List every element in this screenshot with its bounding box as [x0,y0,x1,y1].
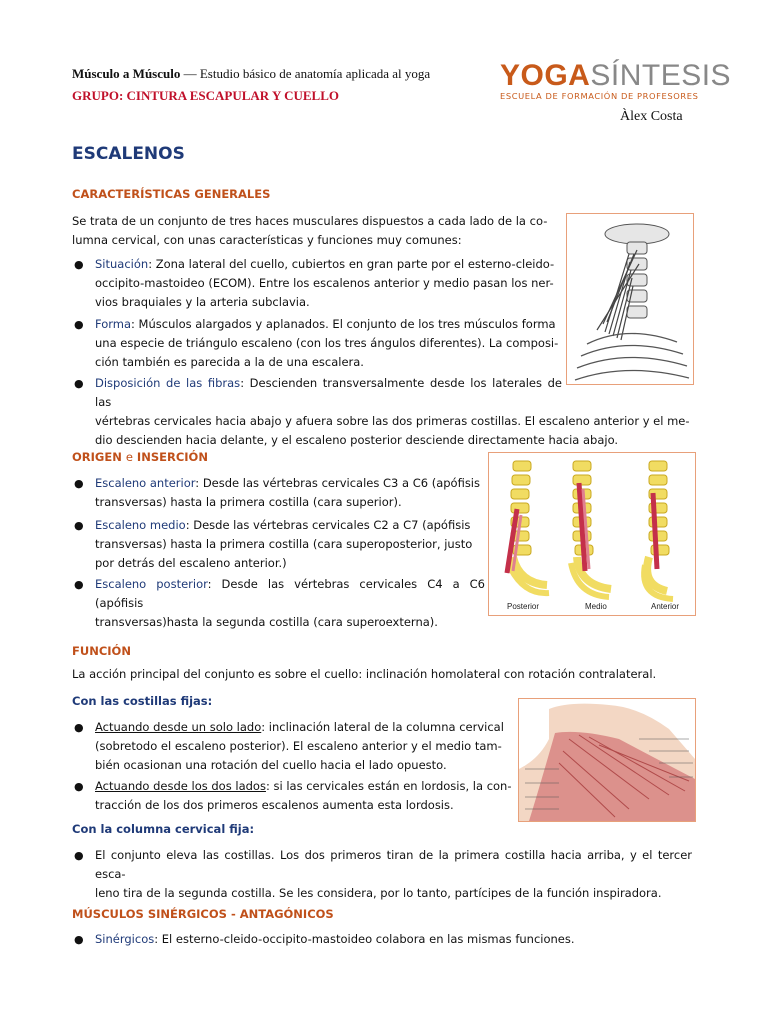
item-text-line: El conjunto eleva las costillas. Los dos primeros tiran de la primera costilla hacia arriba, y el tercer esca- [95,848,692,881]
list-item-forma [74,315,562,372]
item-text-line: transversas) hasta la primera costilla (cara superior). [95,495,402,509]
item-text-line: dio descienden hacia delante, y el escaleno posterior desciende directamente hacia abajo. [95,433,619,447]
item-text-line: (sobretodo el escaleno posterior). El escaleno anterior y el medio tam- [95,739,502,753]
list-item-dos-lados [74,777,515,815]
list-item-eleva-costillas [74,846,692,903]
item-label: Actuando desde un solo lado [95,720,262,734]
figure-label-posterior: Posterior [507,602,540,611]
list-item-situacion [74,255,562,312]
list-item-disposicion [74,374,692,450]
spine-views-drawing [489,453,695,615]
funcion-intro: La acción principal del conjunto es sobre el cuello: inclinación homolateral con rotación contralateral. [72,667,657,681]
neck-muscles-illustration [518,698,696,822]
neck-muscles-drawing [519,699,695,821]
list-item-solo-lado [74,718,515,775]
bullet-dot-icon: ● [74,578,84,591]
section-heading-sinergicos: MÚSCULOS SINÉRGICOS - ANTAGÓNICOS [72,907,334,921]
caracteristicas-intro [72,212,562,250]
item-text-line: : si las cervicales están en lordosis, la con- [265,779,512,793]
bullet-dot-icon: ● [74,318,84,331]
subheading-costillas-fijas: Con las costillas fijas: [72,694,213,708]
bullet-dot-icon: ● [74,933,84,946]
item-label: Disposición de las fibras [95,376,241,390]
item-text-line: por detrás del escaleno anterior.) [95,556,287,570]
bullet-dot-icon: ● [74,849,84,862]
book-subtitle: — Estudio básico de anatomía aplicada al yoga [183,66,431,81]
list-item-sinergicos [74,930,692,949]
item-text-line: transversas)hasta la segunda costilla (cara superoexterna). [95,615,438,629]
item-label: Sinérgicos [95,932,155,946]
figure-label-anterior: Anterior [651,602,680,611]
item-text-line: occipito-mastoideo (ECOM). Entre los escalenos anterior y medio pasan los ner- [95,276,554,290]
document-header [72,66,430,104]
subheading-columna-fija: Con la columna cervical fija: [72,822,255,836]
spine-medio-drawing [571,461,611,597]
item-text-line: bién ocasionan una rotación del cuello hacia el lado opuesto. [95,758,447,772]
heading-part: INSERCIÓN [132,450,208,464]
page-title: ESCALENOS [72,144,185,164]
item-text-line: : Zona lateral del cuello, cubiertos en gran parte por el esterno-cleido- [148,257,555,271]
book-title: Músculo a Músculo [72,66,181,81]
item-text-line: : Descienden transversalmente desde los laterales de las [95,376,562,409]
yoga-sintesis-logo [500,59,732,101]
item-label: Escaleno medio [95,518,186,532]
item-label: Forma [95,317,132,331]
intro-line-1: Se trata de un conjunto de tres haces musculares dispuestos a cada lado de la co- [72,214,548,228]
item-text-line: : Músculos alargados y aplanados. El conjunto de los tres músculos forma [131,317,556,331]
section-heading-caracteristicas: CARACTERÍSTICAS GENERALES [72,187,271,201]
item-text-line: transversas) hasta la primera costilla (cara superoposterior, justo [95,537,473,551]
author-name: Àlex Costa [620,109,683,124]
intro-line-2: lumna cervical, con unas características y funciones muy comunes: [72,233,462,247]
scalene-spine-illustrations [488,452,696,616]
logo-sintesis-text: SÍNTESIS [590,59,732,92]
figure-label-medio: Medio [585,602,607,611]
item-text-line: vértebras cervicales hacia abajo y afuera sobre las dos primeras costillas. El escaleno anterior y el me- [95,414,690,428]
bullet-dot-icon: ● [74,721,84,734]
list-item-escaleno-anterior [74,474,485,512]
item-text-line: vios braquiales y la arteria subclavia. [95,295,310,309]
book-title-line [72,66,430,82]
scalene-neck-illustration [566,213,694,385]
group-label: GRUPO: CINTURA ESCAPULAR Y CUELLO [72,88,340,103]
item-label: Escaleno anterior [95,476,196,490]
neck-anatomy-drawing [567,214,693,384]
bullet-dot-icon: ● [74,519,84,532]
spine-anterior-drawing [644,461,673,599]
section-heading-funcion: FUNCIÓN [72,644,131,658]
list-item-escaleno-medio [74,516,485,573]
item-text-line: leno tira de la segunda costilla. Se les considera, por lo tanto, partícipes de la función inspiradora. [95,886,662,900]
item-label: Actuando desde los dos lados [95,779,266,793]
item-text-line: : Desde las vértebras cervicales C4 a C6 (apófisis [95,577,485,610]
section-heading-origen [72,450,208,464]
heading-part: ORIGEN [72,450,126,464]
bullet-dot-icon: ● [74,780,84,793]
heading-part: e [125,450,133,464]
item-text-line: tracción de los dos primeros escalenos aumenta esta lordosis. [95,798,454,812]
item-text-line: ción también es parecida a la de una escalera. [95,355,364,369]
bullet-dot-icon: ● [74,258,84,271]
spine-posterior-drawing [507,461,549,593]
item-text-line: una especie de triángulo escaleno (con los tres ángulos diferentes). La composi- [95,336,559,350]
list-item-escaleno-posterior [74,575,485,632]
logo-tagline: ESCUELA DE FORMACIÓN DE PROFESORES [500,91,699,101]
item-label: Situación [95,257,149,271]
item-text-line: : inclinación lateral de la columna cervical [261,720,504,734]
item-text-line: : El esterno-cleido-occipito-mastoideo colabora en las mismas funciones. [154,932,575,946]
item-text-line: : Desde las vértebras cervicales C3 a C6 (apófisis [195,476,480,490]
logo-yoga-text: YOGA [500,59,591,92]
item-label: Escaleno posterior [95,577,208,591]
bullet-dot-icon: ● [74,477,84,490]
item-text-line: : Desde las vértebras cervicales C2 a C7 (apófisis [185,518,471,532]
bullet-dot-icon: ● [74,377,84,390]
